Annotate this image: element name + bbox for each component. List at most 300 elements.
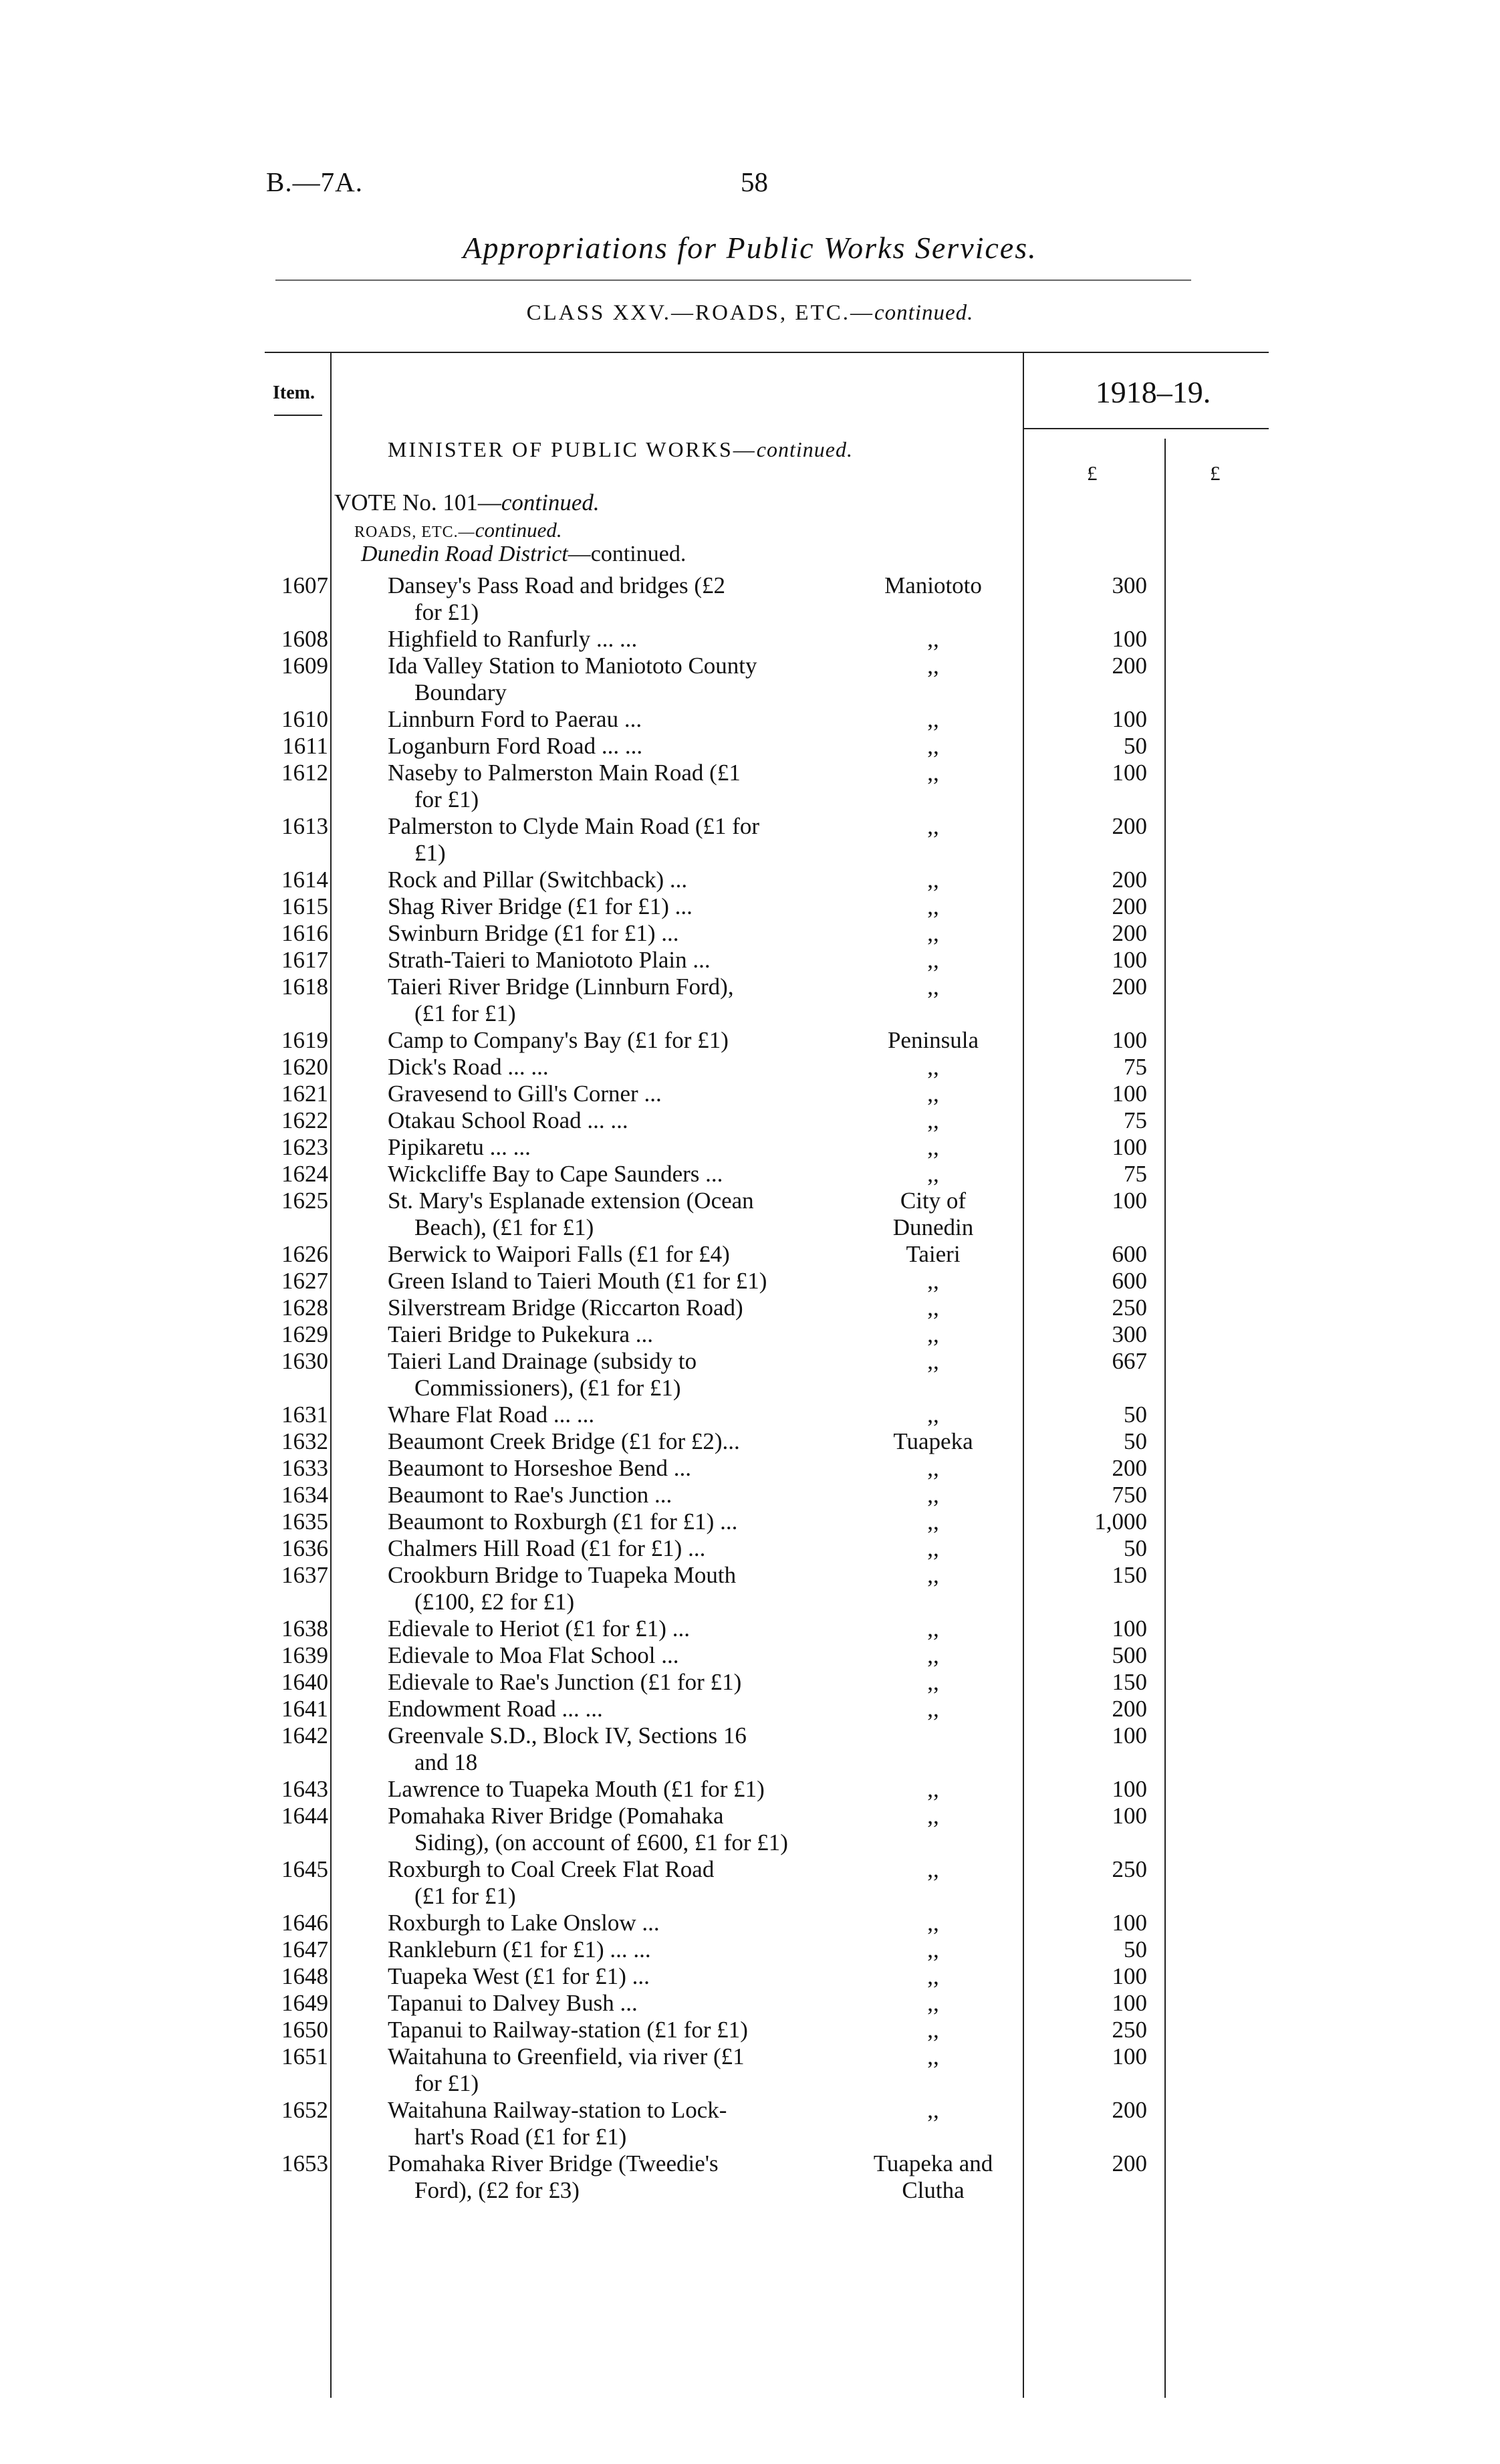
road-district — [848, 2017, 1019, 2043]
road-district — [848, 1455, 1019, 1482]
district-line: Clutha — [902, 2177, 965, 2203]
road-district — [848, 1188, 1019, 1241]
amount: 500 — [1112, 1642, 1147, 1668]
road-district — [848, 920, 1019, 947]
description-continuation: Ford), (£2 for £3) — [414, 2177, 580, 2203]
item-description — [388, 1348, 834, 1402]
district-line: ,, — [927, 1963, 939, 1989]
road-district — [848, 1562, 1019, 1589]
subtitle-main: CLASS XXV.—ROADS, ETC.— — [526, 301, 874, 325]
description-line: Shag River Bridge (£1 for £1) ... — [388, 893, 693, 919]
item-number: 1608 — [281, 626, 328, 652]
subtitle-continued: continued. — [874, 301, 974, 325]
description-continuation: for £1) — [414, 599, 479, 625]
item-number: 1630 — [281, 1348, 328, 1374]
district-name: Dunedin Road District — [361, 542, 568, 566]
road-district — [848, 974, 1019, 1000]
item-number: 1627 — [281, 1268, 328, 1294]
item-description — [388, 1241, 834, 1268]
description-continuation: (£100, £2 for £1) — [414, 1589, 575, 1615]
item-number: 1635 — [281, 1508, 328, 1535]
road-district — [848, 1107, 1019, 1134]
amount: 100 — [1112, 1134, 1147, 1160]
amount: 100 — [1112, 760, 1147, 786]
item-number: 1612 — [281, 760, 328, 786]
amount: 100 — [1112, 1776, 1147, 1802]
minister-continued: continued. — [756, 437, 853, 461]
item-number: 1653 — [281, 2150, 328, 2176]
item-number: 1609 — [281, 653, 328, 679]
district-line: ,, — [927, 1134, 939, 1160]
district-line: ,, — [927, 1615, 939, 1642]
roads-main: ROADS, ETC.— — [354, 524, 475, 541]
item-description — [388, 2043, 834, 2097]
amount: 200 — [1112, 1455, 1147, 1481]
road-district — [848, 1428, 1019, 1455]
district-line: ,, — [927, 2043, 939, 2069]
description-line: Strath-Taieri to Maniototo Plain ... — [388, 947, 711, 973]
description-line: Berwick to Waipori Falls (£1 for £4) — [388, 1241, 730, 1267]
roads-continued: continued. — [475, 518, 562, 542]
road-district — [848, 1535, 1019, 1562]
amount: 75 — [1124, 1054, 1147, 1080]
district-line: ,, — [927, 1268, 939, 1294]
district-line: ,, — [927, 1482, 939, 1508]
amount: 600 — [1112, 1268, 1147, 1294]
road-district — [848, 1081, 1019, 1107]
document-code: B.—7A. — [266, 166, 363, 197]
road-district — [848, 947, 1019, 974]
description-continuation: £1) — [414, 840, 446, 866]
district-line: ,, — [927, 760, 939, 786]
item-number: 1636 — [281, 1535, 328, 1561]
description-line: Linnburn Ford to Paerau ... — [388, 706, 642, 732]
item-number: 1642 — [281, 1722, 328, 1749]
amount: 250 — [1112, 1856, 1147, 1882]
item-number: 1648 — [281, 1963, 328, 1989]
description-continuation: for £1) — [414, 2070, 479, 2096]
item-description — [388, 733, 834, 760]
description-line: Silverstream Bridge (Riccarton Road) — [388, 1295, 743, 1321]
road-district — [848, 1321, 1019, 1348]
description-line: Edievale to Rae's Junction (£1 for £1) — [388, 1669, 742, 1695]
amount: 100 — [1112, 1027, 1147, 1053]
currency-label-left: £ — [1087, 461, 1098, 485]
district-line: City of — [900, 1188, 967, 1214]
amount: 200 — [1112, 813, 1147, 839]
item-header-rule — [274, 415, 322, 416]
vote-heading — [334, 489, 600, 516]
amount: 600 — [1112, 1241, 1147, 1267]
description-continuation: Boundary — [414, 679, 507, 705]
road-district — [848, 1669, 1019, 1696]
district-line: ,, — [927, 1295, 939, 1321]
district-line: ,, — [927, 1856, 939, 1882]
item-description — [388, 1803, 834, 1856]
item-description — [388, 1455, 834, 1482]
description-line: Wickcliffe Bay to Cape Saunders ... — [388, 1161, 723, 1187]
year-column-header: 1918–19. — [1095, 375, 1211, 409]
district-line: Tuapeka and — [873, 2150, 993, 2176]
amount: 667 — [1112, 1348, 1147, 1374]
item-description — [388, 1856, 834, 1910]
item-description — [388, 2150, 834, 2204]
district-line: ,, — [927, 2017, 939, 2043]
description-line: Endowment Road ... ... — [388, 1696, 603, 1722]
district-line: Taieri — [906, 1241, 961, 1267]
description-line: Roxburgh to Coal Creek Flat Road — [388, 1856, 715, 1882]
vote-continued: continued. — [501, 489, 600, 516]
amount: 200 — [1112, 867, 1147, 893]
item-description — [388, 1402, 834, 1428]
description-line: Rock and Pillar (Switchback) ... — [388, 867, 688, 893]
road-district — [848, 1856, 1019, 1883]
item-number: 1643 — [281, 1776, 328, 1802]
item-description — [388, 1027, 834, 1054]
item-description — [388, 653, 834, 706]
item-number: 1640 — [281, 1669, 328, 1695]
description-line: St. Mary's Esplanade extension (Ocean — [388, 1188, 754, 1214]
district-line: ,, — [927, 1990, 939, 2016]
district-line: ,, — [927, 1081, 939, 1107]
district-line: ,, — [927, 813, 939, 839]
district-line: ,, — [927, 1348, 939, 1374]
amount: 100 — [1112, 2043, 1147, 2069]
item-number: 1610 — [281, 706, 328, 732]
item-description — [388, 2017, 834, 2043]
description-line: Green Island to Taieri Mouth (£1 for £1) — [388, 1268, 767, 1294]
item-number: 1607 — [281, 572, 328, 598]
road-district — [848, 1696, 1019, 1722]
description-line: Palmerston to Clyde Main Road (£1 for — [388, 813, 760, 839]
item-description — [388, 1776, 834, 1803]
item-number: 1623 — [281, 1134, 328, 1160]
road-district — [848, 1615, 1019, 1642]
amount: 200 — [1112, 1696, 1147, 1722]
description-line: Taieri Bridge to Pukekura ... — [388, 1321, 654, 1347]
item-number: 1628 — [281, 1295, 328, 1321]
district-line: ,, — [927, 1803, 939, 1829]
amount: 300 — [1112, 572, 1147, 598]
road-district — [848, 1910, 1019, 1936]
item-description — [388, 1990, 834, 2017]
district-line: ,, — [927, 1107, 939, 1133]
district-line: Dunedin — [892, 1214, 974, 1240]
description-line: Gravesend to Gill's Corner ... — [388, 1081, 662, 1107]
item-number: 1613 — [281, 813, 328, 839]
amount: 200 — [1112, 2097, 1147, 2123]
amount: 250 — [1112, 2017, 1147, 2043]
item-description — [388, 1482, 834, 1508]
item-number: 1637 — [281, 1562, 328, 1588]
item-number: 1625 — [281, 1188, 328, 1214]
description-line: Whare Flat Road ... ... — [388, 1402, 595, 1428]
road-district — [848, 813, 1019, 840]
item-description — [388, 974, 834, 1027]
road-district — [848, 1054, 1019, 1081]
road-district — [848, 760, 1019, 786]
road-district — [848, 1482, 1019, 1508]
description-line: Waitahuna to Greenfield, via river (£1 — [388, 2043, 745, 2069]
road-district — [848, 1990, 1019, 2017]
road-district — [848, 1241, 1019, 1268]
district-line: ,, — [927, 733, 939, 759]
item-number: 1618 — [281, 974, 328, 1000]
item-description — [388, 1669, 834, 1696]
item-number: 1629 — [281, 1321, 328, 1347]
item-description — [388, 1910, 834, 1936]
amount: 100 — [1112, 706, 1147, 732]
item-description — [388, 572, 834, 626]
district-heading — [361, 542, 686, 567]
description-line: Otakau School Road ... ... — [388, 1107, 628, 1133]
item-number: 1639 — [281, 1642, 328, 1668]
amount: 100 — [1112, 1990, 1147, 2016]
description-continuation: hart's Road (£1 for £1) — [414, 2124, 627, 2150]
amount: 200 — [1112, 893, 1147, 919]
item-number: 1645 — [281, 1856, 328, 1882]
item-number: 1614 — [281, 867, 328, 893]
description-line: Tapanui to Railway-station (£1 for £1) — [388, 2017, 748, 2043]
description-line: Beaumont to Rae's Junction ... — [388, 1482, 672, 1508]
description-line: Beaumont Creek Bridge (£1 for £2)... — [388, 1428, 740, 1454]
amount: 100 — [1112, 1615, 1147, 1642]
district-line: ,, — [927, 1508, 939, 1535]
district-line: ,, — [927, 1535, 939, 1561]
road-district — [848, 1161, 1019, 1188]
description-continuation: and 18 — [414, 1749, 478, 1775]
amount: 100 — [1112, 1188, 1147, 1214]
page-number: 58 — [741, 166, 768, 197]
page-title: Appropriations for Public Works Services. — [463, 231, 1037, 265]
district-line: Tuapeka — [893, 1428, 973, 1454]
item-number: 1624 — [281, 1161, 328, 1187]
amount-column-divider-right — [1164, 439, 1166, 2398]
description-line: Pomahaka River Bridge (Pomahaka — [388, 1803, 724, 1829]
item-description — [388, 1107, 834, 1134]
district-line: ,, — [927, 974, 939, 1000]
item-number: 1646 — [281, 1910, 328, 1936]
amount: 50 — [1124, 1936, 1147, 1963]
item-description — [388, 947, 834, 974]
amount: 50 — [1124, 733, 1147, 759]
item-description — [388, 2097, 834, 2150]
currency-label-right: £ — [1210, 461, 1221, 485]
district-line: ,, — [927, 706, 939, 732]
district-line: ,, — [927, 867, 939, 893]
district-line: Peninsula — [887, 1027, 979, 1053]
item-description — [388, 893, 834, 920]
item-description — [388, 1615, 834, 1642]
amount: 200 — [1112, 920, 1147, 946]
year-header-rule — [1024, 428, 1269, 429]
item-number: 1626 — [281, 1241, 328, 1267]
item-description — [388, 1161, 834, 1188]
amount: 50 — [1124, 1402, 1147, 1428]
item-column-divider — [330, 352, 332, 2398]
item-description — [388, 920, 834, 947]
district-line: ,, — [927, 1910, 939, 1936]
item-number: 1615 — [281, 893, 328, 919]
item-number: 1616 — [281, 920, 328, 946]
item-description — [388, 1134, 834, 1161]
amount: 100 — [1112, 1910, 1147, 1936]
amount: 150 — [1112, 1562, 1147, 1588]
road-district — [848, 1027, 1019, 1054]
amount: 75 — [1124, 1107, 1147, 1133]
road-district — [848, 1936, 1019, 1963]
district-line: ,, — [927, 1696, 939, 1722]
item-number: 1611 — [282, 733, 328, 759]
road-district — [848, 1803, 1019, 1829]
description-line: Pomahaka River Bridge (Tweedie's — [388, 2150, 719, 2176]
item-number: 1652 — [281, 2097, 328, 2123]
description-line: Pipikaretu ... ... — [388, 1134, 531, 1160]
district-line: ,, — [927, 653, 939, 679]
description-line: Tapanui to Dalvey Bush ... — [388, 1990, 638, 2016]
vote-main: VOTE No. 101— — [334, 489, 501, 516]
description-line: Naseby to Palmerston Main Road (£1 — [388, 760, 741, 786]
description-line: Edievale to Heriot (£1 for £1) ... — [388, 1615, 690, 1642]
item-number: 1650 — [281, 2017, 328, 2043]
description-continuation: Siding), (on account of £600, £1 for £1) — [414, 1829, 788, 1856]
item-number: 1641 — [281, 1696, 328, 1722]
item-description — [388, 1321, 834, 1348]
item-number: 1631 — [281, 1402, 328, 1428]
amount: 250 — [1112, 1295, 1147, 1321]
item-description — [388, 1295, 834, 1321]
road-district — [848, 1402, 1019, 1428]
description-line: Loganburn Ford Road ... ... — [388, 733, 643, 759]
title-rule — [275, 279, 1191, 281]
minister-heading — [388, 437, 853, 462]
road-district — [848, 1776, 1019, 1803]
item-description — [388, 1428, 834, 1455]
description-line: Greenvale S.D., Block IV, Sections 16 — [388, 1722, 747, 1749]
description-line: Taieri Land Drainage (subsidy to — [388, 1348, 697, 1374]
item-number: 1633 — [281, 1455, 328, 1481]
amount: 100 — [1112, 1722, 1147, 1749]
district-line: ,, — [927, 947, 939, 973]
district-line: ,, — [927, 1776, 939, 1802]
road-district — [848, 626, 1019, 653]
item-description — [388, 1188, 834, 1241]
item-number: 1634 — [281, 1482, 328, 1508]
road-district — [848, 572, 1019, 599]
item-description — [388, 1963, 834, 1990]
item-number: 1649 — [281, 1990, 328, 2016]
roads-heading — [354, 518, 562, 542]
item-description — [388, 706, 834, 733]
item-number: 1638 — [281, 1615, 328, 1642]
district-line: ,, — [927, 1562, 939, 1588]
road-district — [848, 1134, 1019, 1161]
item-description — [388, 1562, 834, 1615]
description-continuation: (£1 for £1) — [414, 1883, 516, 1909]
table-top-rule — [265, 352, 1269, 353]
district-line: ,, — [927, 1402, 939, 1428]
description-line: Camp to Company's Bay (£1 for £1) — [388, 1027, 729, 1053]
amount: 100 — [1112, 1803, 1147, 1829]
amount: 150 — [1112, 1669, 1147, 1695]
road-district — [848, 2043, 1019, 2070]
amount: 200 — [1112, 653, 1147, 679]
description-line: Ida Valley Station to Maniototo County — [388, 653, 757, 679]
amount: 100 — [1112, 1963, 1147, 1989]
item-description — [388, 1508, 834, 1535]
road-district — [848, 1642, 1019, 1669]
description-line: Lawrence to Tuapeka Mouth (£1 for £1) — [388, 1776, 765, 1802]
description-continuation: (£1 for £1) — [414, 1000, 516, 1026]
item-number: 1622 — [281, 1107, 328, 1133]
item-number: 1620 — [281, 1054, 328, 1080]
district-line: ,, — [927, 1642, 939, 1668]
description-line: Rankleburn (£1 for £1) ... ... — [388, 1936, 651, 1963]
item-description — [388, 1054, 834, 1081]
item-description — [388, 867, 834, 893]
description-line: Crookburn Bridge to Tuapeka Mouth — [388, 1562, 737, 1588]
item-description — [388, 813, 834, 867]
class-subtitle — [0, 301, 1500, 326]
district-line: ,, — [927, 2097, 939, 2123]
road-district — [848, 1508, 1019, 1535]
amount: 100 — [1112, 1081, 1147, 1107]
district-line: ,, — [927, 626, 939, 652]
description-line: Dansey's Pass Road and bridges (£2 — [388, 572, 725, 598]
road-district — [848, 1348, 1019, 1375]
description-line: Tuapeka West (£1 for £1) ... — [388, 1963, 650, 1989]
item-description — [388, 1535, 834, 1562]
item-number: 1647 — [281, 1936, 328, 1963]
item-description — [388, 1081, 834, 1107]
amount-column-divider-left — [1023, 352, 1024, 2398]
amount: 50 — [1124, 1535, 1147, 1561]
item-description — [388, 1268, 834, 1295]
description-line: Dick's Road ... ... — [388, 1054, 549, 1080]
description-line: Roxburgh to Lake Onslow ... — [388, 1910, 660, 1936]
item-number: 1619 — [281, 1027, 328, 1053]
amount: 300 — [1112, 1321, 1147, 1347]
district-line: ,, — [927, 1054, 939, 1080]
item-description — [388, 760, 834, 813]
description-line: Chalmers Hill Road (£1 for £1) ... — [388, 1535, 706, 1561]
item-number: 1651 — [281, 2043, 328, 2069]
description-continuation: for £1) — [414, 786, 479, 812]
item-column-header: Item. — [273, 382, 315, 403]
district-line: Maniototo — [884, 572, 982, 598]
description-line: Beaumont to Horseshoe Bend ... — [388, 1455, 691, 1481]
district-line: ,, — [927, 893, 939, 919]
district-line: ,, — [927, 1321, 939, 1347]
road-district — [848, 653, 1019, 679]
item-description — [388, 1722, 834, 1776]
item-description — [388, 626, 834, 653]
amount: 200 — [1112, 2150, 1147, 2176]
road-district — [848, 2097, 1019, 2124]
road-district — [848, 893, 1019, 920]
item-description — [388, 1642, 834, 1669]
item-number: 1621 — [281, 1081, 328, 1107]
item-number: 1617 — [281, 947, 328, 973]
item-number: 1644 — [281, 1803, 328, 1829]
road-district — [848, 706, 1019, 733]
amount: 100 — [1112, 947, 1147, 973]
road-district — [848, 733, 1019, 760]
district-line: ,, — [927, 1161, 939, 1187]
minister-main: MINISTER OF PUBLIC WORKS— — [388, 437, 757, 461]
item-description — [388, 1936, 834, 1963]
description-line: Beaumont to Roxburgh (£1 for £1) ... — [388, 1508, 738, 1535]
